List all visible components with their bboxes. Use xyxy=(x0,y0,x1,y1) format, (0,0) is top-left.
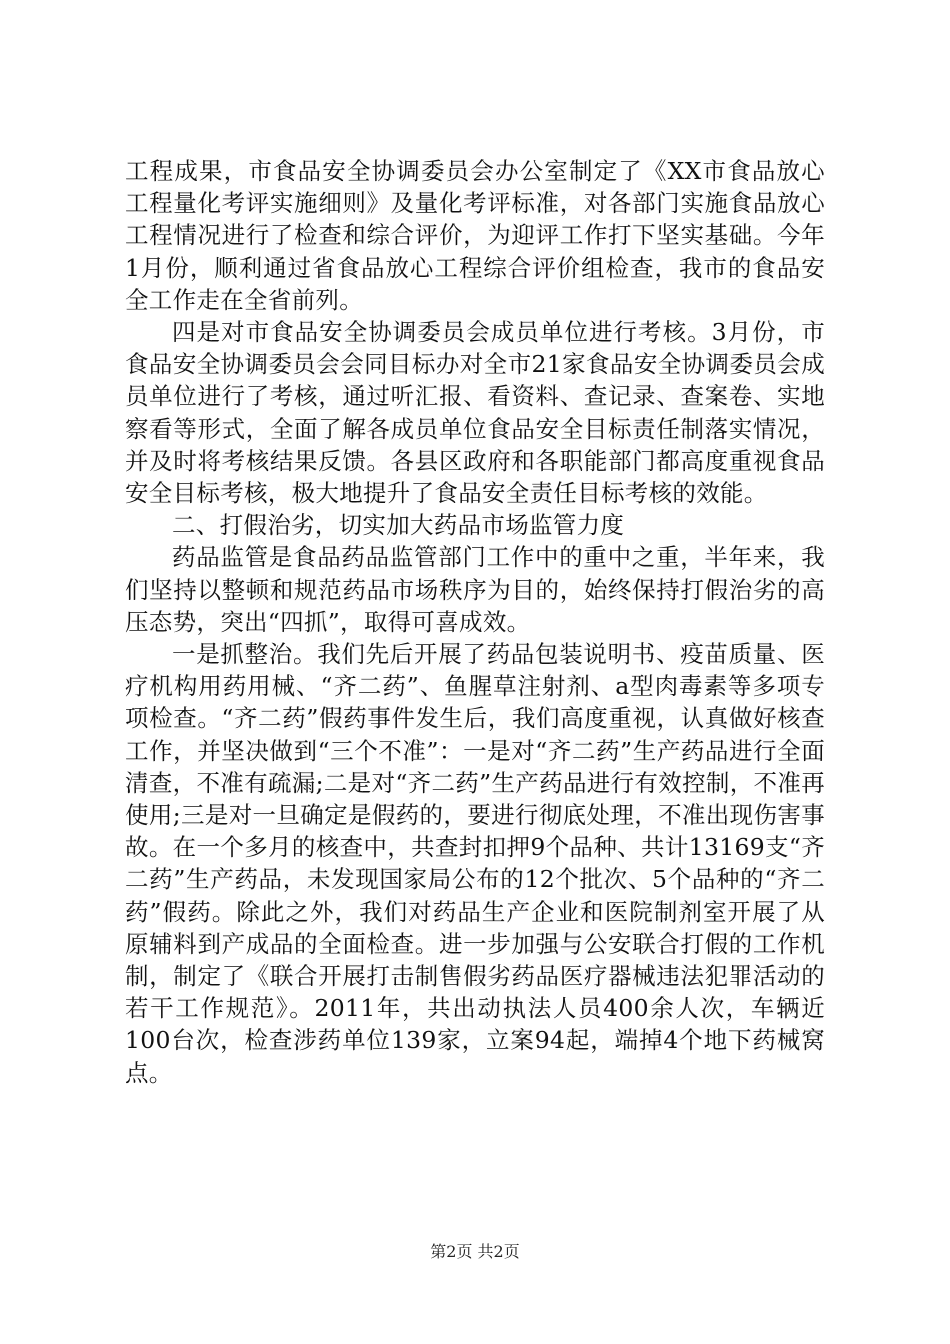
paragraph-3: 药品监管是食品药品监管部门工作中的重中之重，半年来，我们坚持以整顿和规范药品市场秩序为目的，始终保持打假治劣的高压态势，突出“四抓”，取得可喜成效。 xyxy=(125,543,825,636)
section-heading: 二、打假治劣，切实加大药品市场监管力度 xyxy=(172,511,625,540)
page-footer: 第2页 共2页 xyxy=(430,1242,520,1261)
paragraph-2: 四是对市食品安全协调委员会成员单位进行考核。3月份，市食品安全协调委员会会同目标办对全市21家食品安全协调委员会成员单位进行了考核，通过听汇报、看资料、查记录、查案卷、实地察看等形式，全面了解各成员单位食品安全目标责任制落实情况，并及时将考核结果反馈。各县区政府和各职能部门都高度重视食品安全目标考核，极大地提升了食品安全责任目标考核的效能。 xyxy=(125,318,825,508)
paragraph-1: 工程成果，市食品安全协调委员会办公室制定了《XX市食品放心工程量化考评实施细则》及量化考评标准，对各部门实施食品放心工程情况进行了检查和综合评价，为迎评工作打下坚实基础。今年1月份，顺利通过省食品放心工程综合评价组检查，我市的食品安全工作走在全省前列。 xyxy=(125,157,825,314)
document-body xyxy=(125,155,825,1089)
paragraph-4: 一是抓整治。我们先后开展了药品包装说明书、疫苗质量、医疗机构用药用械、“齐二药”、鱼腥草注射剂、a型肉毒素等多项专项检查。“齐二药”假药事件发生后，我们高度重视，认真做好核查工作，并坚决做到“三个不准”：一是对“齐二药”生产药品进行全面清查，不准有疏漏;二是对“齐二药”生产药品进行有效控制，不准再使用;三是对一旦确定是假药的，要进行彻底处理，不准出现伤害事故。在一个多月的核查中，共查封扣押9个品种、共计13169支“齐二药”生产药品，未发现国家局公布的12个批次、5个品种的“齐二药”假药。除此之外，我们对药品生产企业和医院制剂室开展了从原辅料到产成品的全面检查。进一步加强与公安联合打假的工作机制，制定了《联合开展打击制售假劣药品医疗器械违法犯罪活动的若干工作规范》。2011年，共出动执法人员400余人次，车辆近100台次，检查涉药单位139家，立案94起，端掉4个地下药械窝点。 xyxy=(125,640,825,1087)
